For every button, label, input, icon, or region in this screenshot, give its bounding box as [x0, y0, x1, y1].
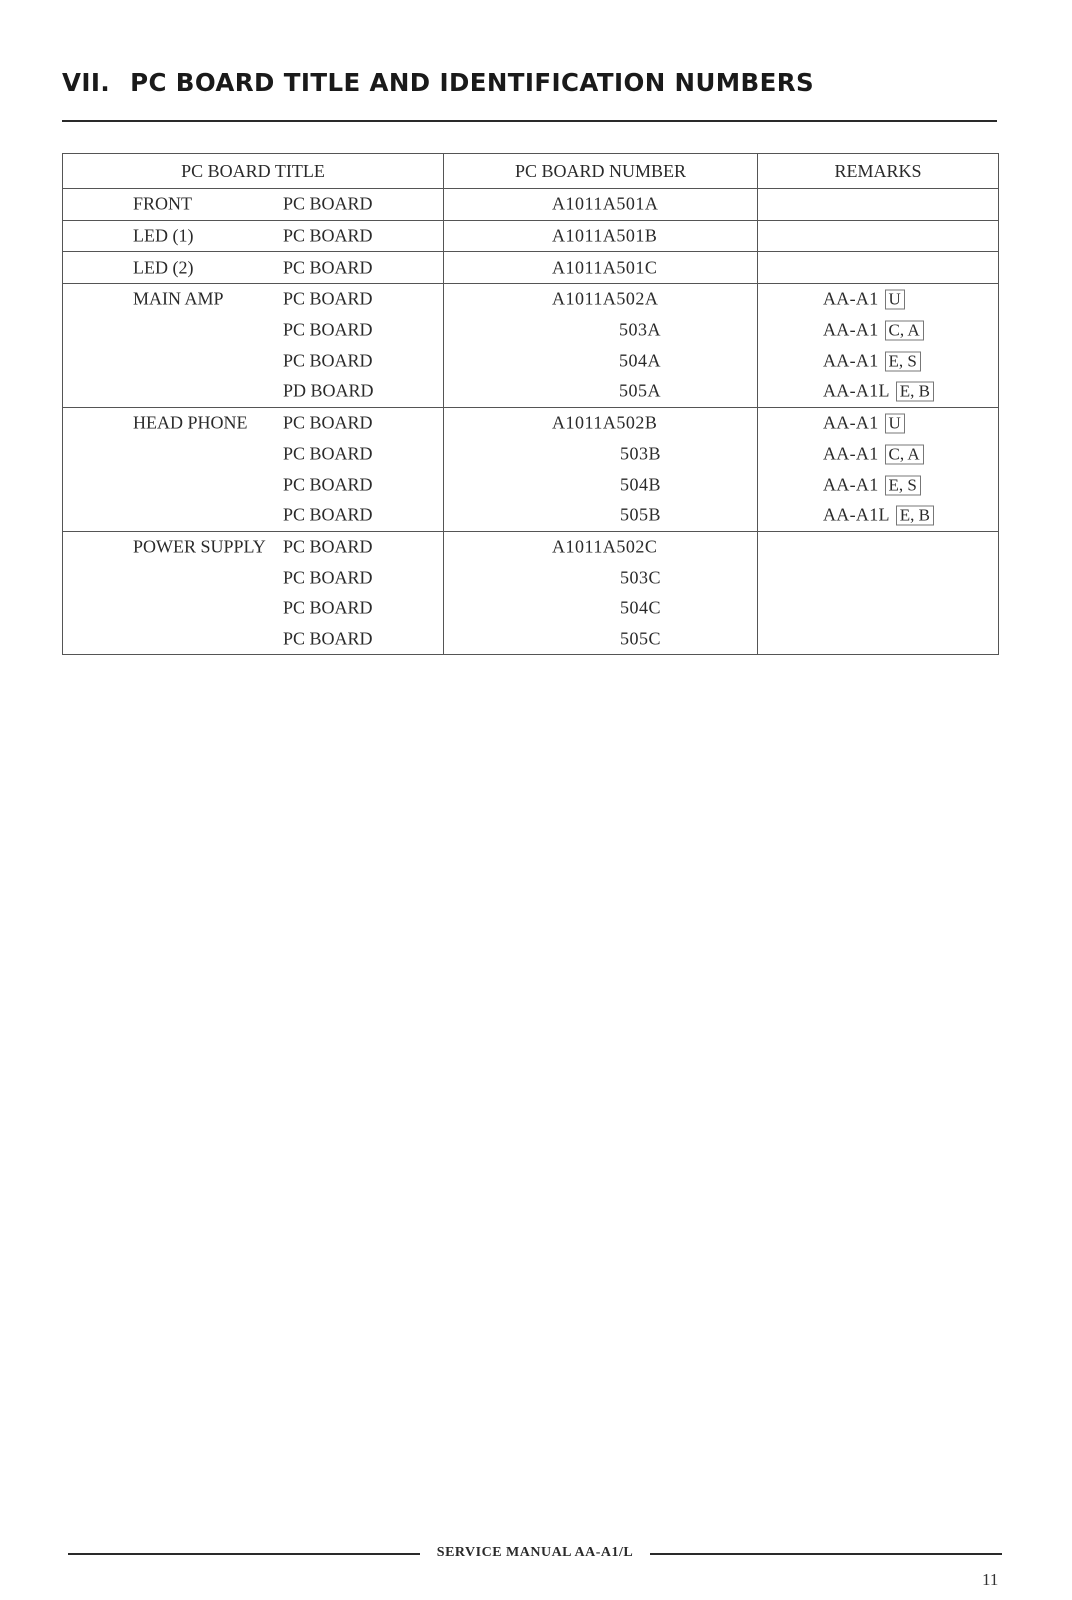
table-row: [63, 562, 999, 593]
board-kind: PC BOARD: [283, 412, 373, 433]
board-number: A1011A502C: [552, 536, 658, 557]
remarks-cell: [758, 315, 999, 346]
board-kind: PC BOARD: [283, 225, 373, 246]
board-name: POWER SUPPLY: [133, 536, 266, 557]
board-number-cell: [444, 252, 758, 284]
board-title-cell: [63, 593, 444, 624]
remarks-cell: [758, 562, 999, 593]
region-code-box: C, A: [885, 444, 924, 464]
board-kind: PD BOARD: [283, 380, 374, 401]
board-title-cell: [63, 284, 444, 315]
footer-title: SERVICE MANUAL AA-A1/L: [436, 1545, 634, 1560]
board-number: 503B: [619, 443, 661, 464]
board-kind: PC BOARD: [283, 350, 373, 371]
board-title-cell: [63, 624, 444, 655]
header-pc-board-number: PC BOARD NUMBER: [444, 154, 758, 189]
board-kind: PC BOARD: [283, 597, 373, 618]
header-pc-board-title: PC BOARD TITLE: [63, 154, 444, 189]
board-number-cell: [444, 531, 758, 562]
board-kind: PC BOARD: [283, 443, 373, 464]
board-kind: PC BOARD: [283, 288, 373, 309]
remark-model: AA-A1: [823, 443, 879, 464]
board-number: A1011A501C: [552, 257, 658, 278]
remark-model: AA-A1L: [823, 380, 890, 401]
remarks-cell: [758, 376, 999, 407]
board-title-cell: [63, 252, 444, 284]
board-number: 505C: [619, 628, 661, 649]
board-number: 505A: [619, 380, 661, 401]
remarks-cell: [758, 284, 999, 315]
board-number-cell: [444, 500, 758, 531]
board-kind: PC BOARD: [283, 536, 373, 557]
board-number-cell: [444, 624, 758, 655]
remark-model: AA-A1: [823, 474, 879, 495]
region-code-box: E, B: [896, 506, 934, 526]
table-row: [63, 500, 999, 531]
board-kind: PC BOARD: [283, 193, 373, 214]
table-row: [63, 439, 999, 470]
board-kind: PC BOARD: [283, 319, 373, 340]
remarks-cell: [758, 252, 999, 284]
board-number-cell: [444, 593, 758, 624]
footer-rule-right: [650, 1553, 1002, 1555]
board-number: 504C: [619, 597, 661, 618]
board-title-cell: [63, 189, 444, 221]
section-title: PC BOARD TITLE AND IDENTIFICATION NUMBERS: [130, 68, 815, 97]
remarks-cell: [758, 469, 999, 500]
table-row: [63, 407, 999, 438]
remark-model: AA-A1: [823, 319, 879, 340]
board-title-cell: [63, 220, 444, 252]
board-name: MAIN AMP: [133, 288, 224, 309]
heading-rule: [62, 120, 997, 122]
board-number: A1011A501A: [552, 193, 659, 214]
remarks-cell: [758, 531, 999, 562]
board-kind: PC BOARD: [283, 504, 373, 525]
board-number: 505B: [619, 504, 661, 525]
page-number: 11: [982, 1570, 999, 1589]
region-code-box: E, B: [896, 382, 934, 402]
board-number: 503C: [619, 567, 661, 588]
remarks-cell: [758, 220, 999, 252]
remark-model: AA-A1: [823, 412, 879, 433]
remarks-cell: [758, 500, 999, 531]
remarks-cell: [758, 593, 999, 624]
board-kind: PC BOARD: [283, 628, 373, 649]
section-number: VII.: [62, 68, 111, 97]
board-number: 504A: [619, 350, 661, 371]
region-code-box: C, A: [885, 321, 924, 341]
table-row: [63, 531, 999, 562]
board-name: FRONT: [133, 193, 193, 214]
board-number-cell: [444, 407, 758, 438]
table-row: [63, 252, 999, 284]
board-number-cell: [444, 189, 758, 221]
board-number: A1011A502A: [552, 288, 659, 309]
board-kind: PC BOARD: [283, 257, 373, 278]
board-name: LED (2): [133, 257, 194, 278]
remark-model: AA-A1: [823, 288, 879, 309]
board-number-cell: [444, 562, 758, 593]
table-row: [63, 624, 999, 655]
board-title-cell: [63, 562, 444, 593]
remark-model: AA-A1: [823, 350, 879, 371]
board-title-cell: [63, 500, 444, 531]
board-number-cell: [444, 439, 758, 470]
remarks-cell: [758, 189, 999, 221]
board-kind: PC BOARD: [283, 567, 373, 588]
table-row: [63, 315, 999, 346]
footer-rule-left: [68, 1553, 420, 1555]
board-title-cell: [63, 531, 444, 562]
board-name: LED (1): [133, 225, 194, 246]
board-number-cell: [444, 220, 758, 252]
board-number: 503A: [619, 319, 661, 340]
board-title-cell: [63, 469, 444, 500]
board-number-cell: [444, 284, 758, 315]
region-code-box: E, S: [885, 351, 921, 371]
table-row: [63, 345, 999, 376]
board-title-cell: [63, 376, 444, 407]
board-number-cell: [444, 376, 758, 407]
remarks-cell: [758, 407, 999, 438]
board-number-cell: [444, 345, 758, 376]
board-title-cell: [63, 345, 444, 376]
board-number: A1011A502B: [552, 412, 658, 433]
board-kind: PC BOARD: [283, 474, 373, 495]
region-code-box: U: [885, 290, 905, 310]
board-name: HEAD PHONE: [133, 412, 248, 433]
board-number-cell: [444, 469, 758, 500]
remarks-cell: [758, 345, 999, 376]
board-number: A1011A501B: [552, 225, 658, 246]
remarks-cell: [758, 624, 999, 655]
board-number-cell: [444, 315, 758, 346]
table-row: [63, 376, 999, 407]
table-row: [63, 189, 999, 221]
section-heading: [62, 68, 814, 97]
remark-model: AA-A1L: [823, 504, 890, 525]
table-row: [63, 593, 999, 624]
board-number: 504B: [619, 474, 661, 495]
table-row: [63, 284, 999, 315]
region-code-box: E, S: [885, 475, 921, 495]
table-row: [63, 220, 999, 252]
header-remarks: REMARKS: [758, 154, 999, 189]
region-code-box: U: [885, 414, 905, 434]
remarks-cell: [758, 439, 999, 470]
pc-board-table: [62, 153, 999, 655]
board-title-cell: [63, 315, 444, 346]
table-row: [63, 469, 999, 500]
board-title-cell: [63, 439, 444, 470]
board-title-cell: [63, 407, 444, 438]
table-header-row: [63, 154, 999, 189]
